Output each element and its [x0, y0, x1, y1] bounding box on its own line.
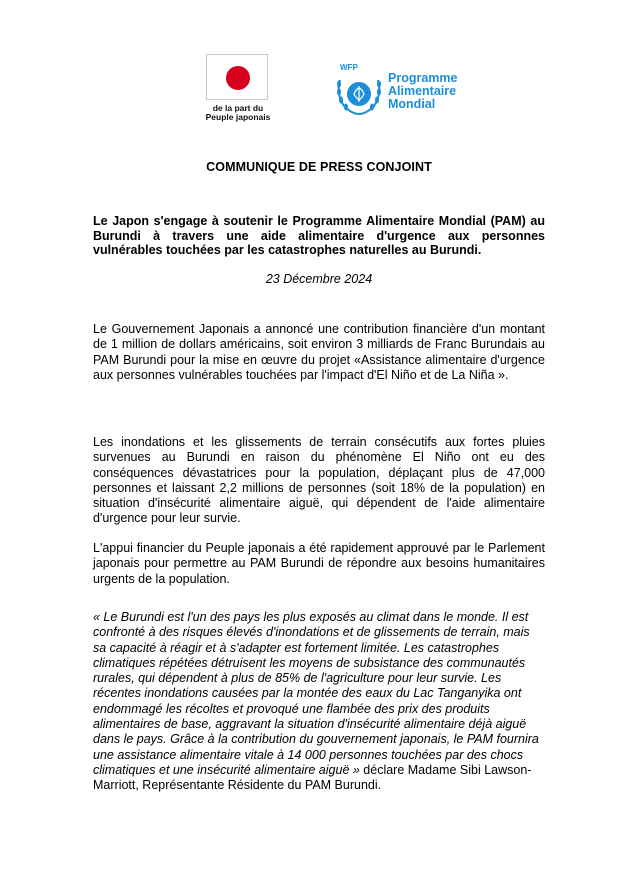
wfp-logo	[330, 60, 480, 122]
japan-flag-icon	[206, 54, 268, 100]
press-release-date: 23 Décembre 2024	[265, 272, 373, 286]
wfp-name-line3: Mondial	[388, 97, 436, 111]
quote-block	[93, 610, 545, 794]
japan-caption-line1: de la part du	[212, 103, 264, 113]
wfp-name-line2: Alimentaire	[388, 84, 457, 98]
quote-text: « Le Burundi est l'un des pays les plus exposés au climat dans le monde. Il est confronté à des risques élevés d'inondations et de glissements de terrain, mais sa capacité à réagir et à s'adapter est fortement limitée. Les catastrophes climatiques répétées détruisent les moyens de subsistance des communautés rurales, qui dépendent à plus de 85% de l'agriculture pour leur survie. Les récentes inondations causées par la montée des eaux du Lac Tanganyika ont endommagé les récoltes et provoqué une flambée des prix des produits alimentaires de base, aggravant la situation d'insécurité alimentaire déjà aiguë dans le pays. Grâce à la contribution du gouvernement japonais, le PAM fournira une assistance alimentaire vitale à 14 000 personnes touchées par des chocs climatiques et une insécurité alimentaire aiguë »	[93, 610, 539, 777]
paragraph-parliament: L'appui financier du Peuple japonais a été rapidement approuvé par le Parlement japonais pour permettre au PAM Burundi de répondre aux besoins humanitaires urgents de la population.	[93, 541, 545, 586]
document-heading: COMMUNIQUE DE PRESS CONJOINT	[206, 160, 432, 174]
paragraph-contribution: Le Gouvernement Japonais a annoncé une contribution financière d'un montant de 1 million de dollars américains, soit environ 3 milliards de Franc Burundais au PAM Burundi pour la mise en œuvre du projet «Assistance alimentaire d'urgence aux personnes vulnérables touchées par l'impact d'El Niño et de La Niña ».	[93, 322, 545, 382]
japan-logo	[196, 54, 280, 124]
wfp-name-line1: Programme	[388, 71, 458, 85]
wfp-name	[388, 72, 457, 111]
wfp-emblem-icon	[330, 60, 388, 120]
quote-attribution: déclare Madame Sibi Lawson-Marriott, Représentante Résidente du PAM Burundi.	[93, 762, 532, 793]
wfp-acronym: WFP	[340, 63, 358, 72]
press-release-title: Le Japon s'engage à soutenir le Programme Alimentaire Mondial (PAM) au Burundi à travers une aide alimentaire d'urgence aux personnes vulnérables touchées par les catastrophes naturelles au Burundi.	[93, 214, 545, 257]
paragraph-floods: Les inondations et les glissements de terrain consécutifs aux fortes pluies survenues au Burundi en raison du phénomène El Niño ont eu des conséquences dévastatrices pour la population, déplaçant plus de 47,000 personnes et laissant 2,2 millions de personnes (soit 18% de la population) en situation d'insécurité alimentaire aiguë, qui dépendent de l'aide alimentaire d'urgence pour leur survie.	[93, 435, 545, 526]
rising-sun-icon	[226, 66, 250, 90]
japan-logo-caption	[196, 104, 280, 122]
japan-caption-line2: Peuple japonais	[205, 112, 271, 122]
